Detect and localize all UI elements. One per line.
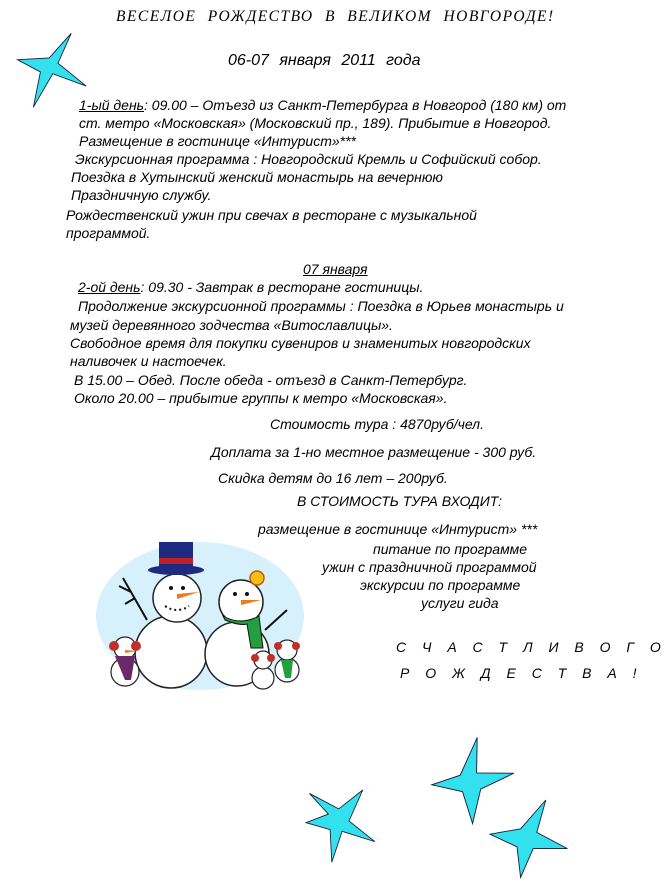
includes-header: В СТОИМОСТЬ ТУРА ВХОДИТ: xyxy=(297,493,503,509)
tour-cost: Стоимость тура : 4870руб/чел. xyxy=(270,416,484,432)
day1-line-1: 1-ый день: 09.00 – Отъезд из Санкт-Петербурга в Новгород (180 км) от xyxy=(79,97,567,113)
day1-line-4: Экскурсионная программа : Новгородский Кремль и Софийский собор. xyxy=(75,151,542,167)
includes-item: ужин с праздничной программой xyxy=(322,559,537,575)
day2-line-4: Свободное время для покупки сувениров и знаменитых новгородских xyxy=(70,335,531,351)
day1-line-5: Поездка в Хутынский женский монастырь на вечернюю xyxy=(71,169,443,185)
day2-line-6: В 15.00 – Обед. После обеда - отъезд в Санкт-Петербург. xyxy=(74,372,468,388)
day1-label: 1-ый день xyxy=(79,97,145,113)
day2-line-1: 2-ой день: 09.30 - Завтрак в ресторане гостиницы. xyxy=(78,279,424,295)
greeting-line-1: С Ч А С Т Л И В О Г О xyxy=(396,639,667,655)
page-title: ВЕСЕЛОЕ РОЖДЕСТВО В ВЕЛИКОМ НОВГОРОДЕ! xyxy=(116,8,555,25)
day1-line-2: ст. метро «Московская» (Московский пр., 189). Прибытие в Новгород. xyxy=(79,115,552,131)
includes-item: услуги гида xyxy=(421,595,499,611)
includes-item: экскурсии по программе xyxy=(360,577,521,593)
child-discount: Скидка детям до 16 лет – 200руб. xyxy=(218,470,448,486)
star-icon xyxy=(306,790,386,870)
day1-line-6: Праздничную службу. xyxy=(71,187,212,203)
day1-line-7: Рождественский ужин при свечах в ресторане с музыкальной xyxy=(66,207,477,223)
tour-dates: 06-07 января 2011 года xyxy=(228,52,421,69)
greeting-line-2: Р О Ж Д Е С Т В А ! xyxy=(400,665,643,681)
star-shape xyxy=(18,33,87,107)
day1-line-3: Размещение в гостинице «Интурист»*** xyxy=(79,133,356,149)
day2-line-7: Около 20.00 – прибытие группы к метро «Московская». xyxy=(74,390,448,406)
day2-line-3: музей деревянного зодчества «Витославлицы». xyxy=(70,317,393,333)
includes-item: размещение в гостинице «Интурист» *** xyxy=(258,521,538,537)
star-icon xyxy=(490,800,576,886)
day2-label: 2-ой день xyxy=(78,279,141,295)
day2-date: 07 января xyxy=(303,261,368,277)
day1-line-8: программой. xyxy=(66,225,151,241)
single-supplement: Доплата за 1-но местное размещение - 300 руб. xyxy=(211,444,537,460)
day2-line-5: наливочек и настоечек. xyxy=(70,353,227,369)
day2-line-2: Продолжение экскурсионной программы : Поездка в Юрьев монастырь и xyxy=(78,298,564,314)
includes-item: питание по программе xyxy=(373,541,528,557)
snowman-family-icon xyxy=(95,520,305,690)
